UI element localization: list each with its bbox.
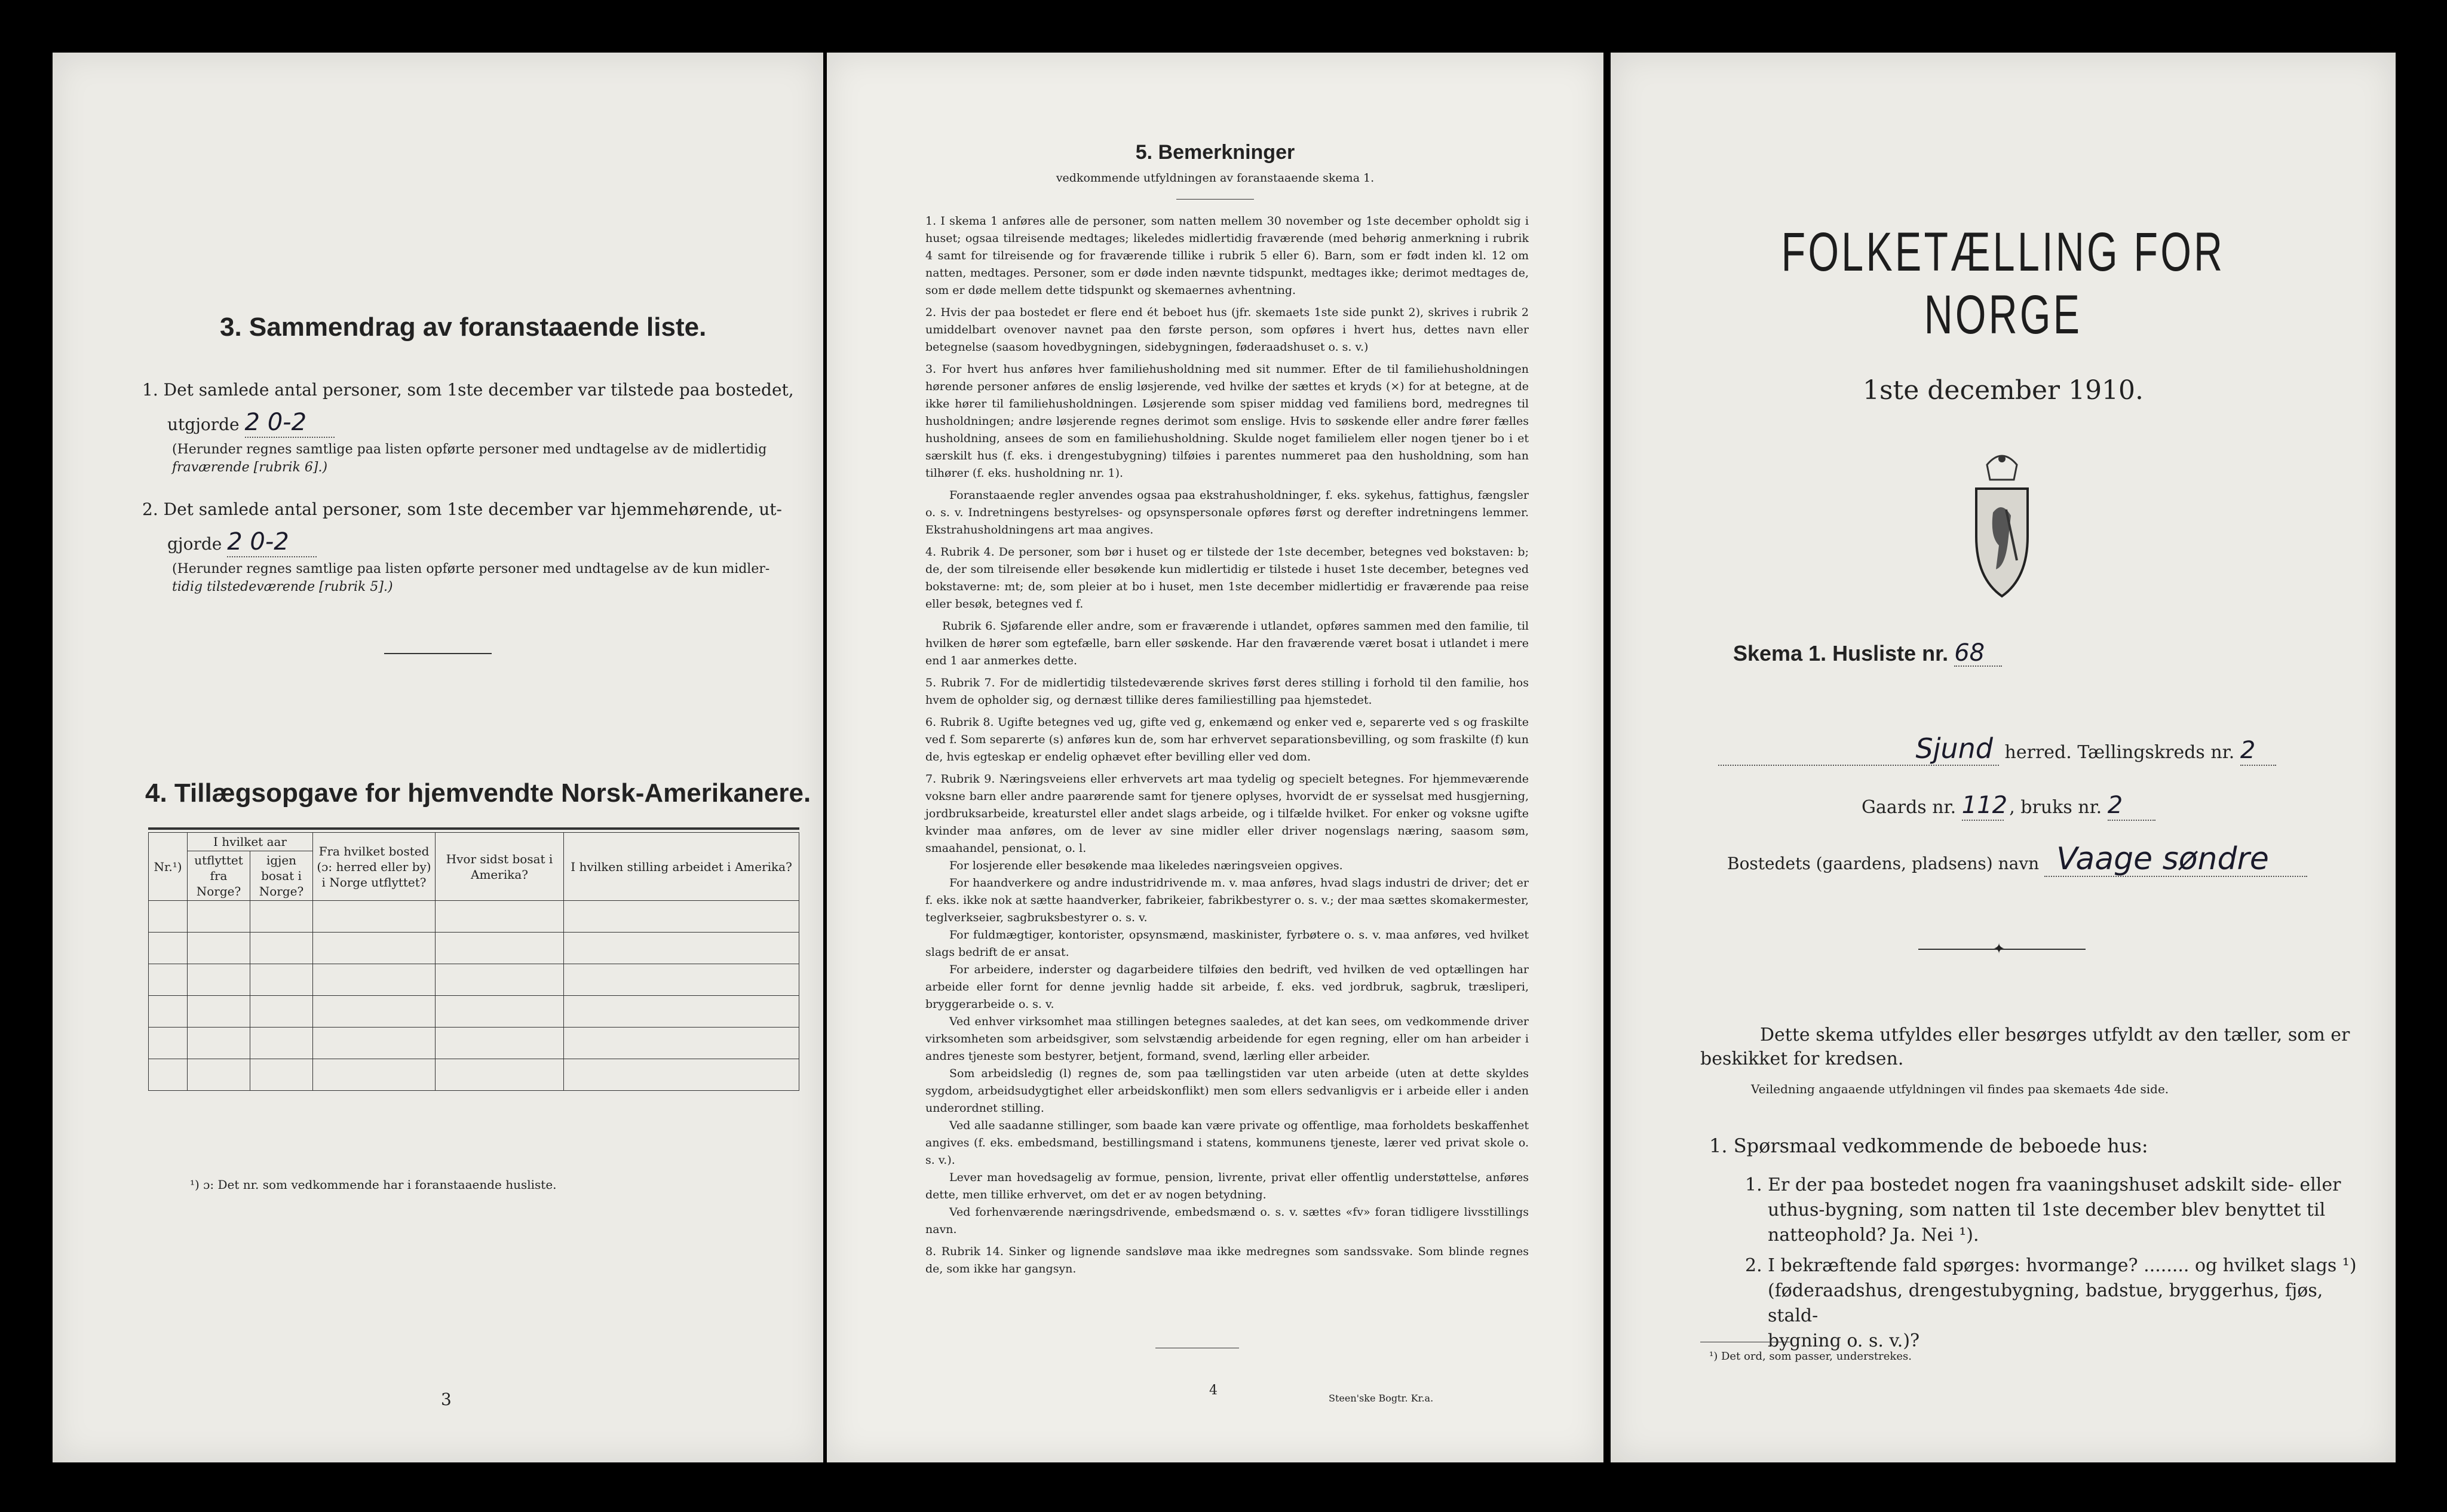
item2-field[interactable] — [227, 530, 317, 557]
remark-6: 6. Rubrik 8. Ugifte betegnes ved ug, gifte ved g, enkemænd og enker ved e, separerte ved s og fraskilte ved f. Som separerte (s) anføres kun de, som har erhvervet separationsbevilling, og som fraskilte (f) kun de, hvis egteskap er endelig ophævet efter bevilling eller ved dom. — [925, 716, 1529, 763]
section3-title: 3. Sammendrag av foranstaaende liste. — [220, 312, 707, 342]
cell[interactable] — [188, 1028, 250, 1059]
cell[interactable] — [436, 901, 564, 933]
table-row — [149, 933, 799, 964]
skema-label: Skema 1. Husliste nr. — [1733, 641, 1949, 665]
remark-7i: Lever man hovedsagelig av formue, pension, livrente, privat eller offentlig understøttelse, anføres dette, men tillike erhvervet, om det er av nogen betydning. — [925, 1171, 1529, 1201]
col-occupation: I hvilken stilling arbeidet i Amerika? — [564, 833, 799, 901]
remarks-body — [925, 213, 1529, 1283]
gaards-value: 112 — [1961, 792, 2008, 819]
bruks-value: 2 — [2107, 792, 2123, 819]
remarks-title: 5. Bemerkninger — [1135, 141, 1295, 164]
cell[interactable] — [250, 901, 313, 933]
cell[interactable] — [149, 1028, 188, 1059]
item2-note-a: (Herunder regnes samtlige paa listen opførte personer med undtagelse av de kun midler- — [172, 562, 770, 576]
q2-b: (føderaadshus, drengestubygning, badstue, bryggerhus, fjøs, stald- — [1768, 1280, 2323, 1326]
q2-a[interactable]: 2. I bekræftende fald spørges: hvormange? ........ og hvilket slags ¹) — [1745, 1255, 2357, 1276]
cell[interactable] — [250, 1028, 313, 1059]
cell[interactable] — [313, 901, 436, 933]
cell[interactable] — [149, 996, 188, 1028]
item1-line-a: 1. Det samlede antal personer, som 1ste december var tilstede paa bostedet, — [142, 380, 794, 400]
q2-c: bygning o. s. v.)? — [1768, 1330, 1920, 1351]
remark-7j: Ved forhenværende næringsdrivende, embedsmænd o. s. v. sættes «fv» foran tidligere livsstillings navn. — [925, 1206, 1529, 1236]
table-row — [149, 964, 799, 996]
husliste-value: 68 — [1954, 639, 1985, 667]
item1-field[interactable] — [245, 410, 335, 438]
cell[interactable] — [313, 1028, 436, 1059]
gaards-line — [1862, 793, 2155, 821]
cell[interactable] — [250, 1059, 313, 1091]
coat-of-arms-icon — [1969, 447, 2035, 602]
herred-field[interactable] — [1718, 732, 1999, 766]
remark-5: 5. Rubrik 7. For de midlertidig tilstedeværende skrives først deres stilling i forhold til den familie, hos hvem de opholder sig, og dernæst tillike deres familiestilling paa hjemstedet. — [925, 676, 1529, 707]
section4-title: 4. Tillægsopgave for hjemvendte Norsk-Amerikanere. — [145, 778, 811, 808]
bosted-label: Bostedets (gaardens, pladsens) navn — [1727, 854, 2040, 873]
left-footnote: ¹) ɔ: Det nr. som vedkommende har i foranstaaende husliste. — [190, 1177, 557, 1192]
krets-value: 2 — [2240, 737, 2256, 764]
gaards-field[interactable] — [1961, 792, 2008, 821]
herred-label: herred. — [2004, 742, 2072, 763]
herred-line — [1718, 732, 2375, 766]
remark-3b: Foranstaaende regler anvendes ogsaa paa ekstrahusholdninger, f. eks. sykehus, fattighus, fængsler o. s. v. Indretningens bestyrelses- og opsynspersonale opføres først og derefter indretningens lemmer. Ekstrahusholdningens art maa angives. — [925, 489, 1529, 536]
right-page — [1611, 53, 2396, 1462]
krets-field[interactable] — [2240, 738, 2276, 766]
bruks-field[interactable] — [2108, 793, 2155, 821]
remarks-subtitle: vedkommende utfyldningen av foranstaaende skema 1. — [1056, 171, 1375, 185]
col-emigrated: utflyttet fra Norge? — [188, 851, 250, 901]
cell[interactable] — [149, 901, 188, 933]
cell[interactable] — [564, 933, 799, 964]
left-page-number: 3 — [441, 1390, 452, 1409]
cell[interactable] — [188, 901, 250, 933]
cell[interactable] — [149, 964, 188, 996]
cell[interactable] — [188, 933, 250, 964]
question-1 — [1745, 1173, 2378, 1248]
instruction — [1700, 1023, 2363, 1071]
table-row — [149, 1028, 799, 1059]
remark-7b: For losjerende eller besøkende maa likeledes næringsveien opgives. — [949, 859, 1343, 872]
question-2 — [1745, 1253, 2378, 1354]
item2-line-a: 2. Det samlede antal personer, som 1ste december var hjemmehørende, ut- — [142, 499, 782, 519]
col-nr: Nr.¹) — [149, 833, 188, 901]
husliste-field[interactable] — [1954, 641, 2002, 667]
cell[interactable] — [313, 996, 436, 1028]
item1-note-b: fraværende [rubrik 6].) — [172, 460, 328, 475]
returnees-table — [148, 832, 799, 1091]
remark-7: 7. Rubrik 9. Næringsveiens eller erhvervets art maa tydelig og specielt betegnes. For hjemmeværende voksne barn eller andre paarørende samt for tjenere oplyses, hvorvidt de er sysselsat med husgjerning, jordbruksarbeide, kreaturstel eller andet slags arbeide, og i tilfælde hvilket. For enker og voksne ugifte kvinder maa anføres, om de lever av sine midler eller driver nogenslags næring, saasom søm, smaahandel, pensionat, o. l. — [925, 772, 1529, 855]
cell[interactable] — [564, 1059, 799, 1091]
item1-value: 2 0-2 — [244, 409, 307, 436]
cell[interactable] — [188, 1059, 250, 1091]
gaards-label: Gaards nr. — [1862, 797, 1957, 818]
item2-note — [172, 560, 811, 596]
cell[interactable] — [313, 933, 436, 964]
col-last-place: Hvor sidst bosat i Amerika? — [436, 833, 564, 901]
remark-4b: Rubrik 6. Sjøfarende eller andre, som er fraværende i utlandet, opføres sammen med den familie, til hvilken de hører som egtefælle, barn eller søskende. Har den fraværende været bosat i utlandet i mere end 1 aar anmerkes dette. — [925, 619, 1529, 667]
col-returned: igjen bosat i Norge? — [250, 851, 313, 901]
census-date: 1ste december 1910. — [1862, 375, 2144, 406]
remark-7d: For fuldmægtiger, kontorister, opsynsmænd, maskinister, fyrbøtere o. s. v. maa anføres, ved hvilket slags bedrift de er ansat. — [925, 928, 1529, 959]
krets-label: Tællingskreds nr. — [2077, 742, 2235, 763]
cell[interactable] — [436, 1059, 564, 1091]
cell[interactable] — [564, 901, 799, 933]
remark-7c: For haandverkere og andre industridrivende m. v. maa anføres, hvad slags industri de driver; det er f. eks. ikke nok at sætte haandverker, fabrikeier, fabrikbestyrer o. s. v.; der maa sættes skomakermester, teglverkseier, sagbruksbestyrer o. s. v. — [925, 876, 1529, 924]
bosted-field[interactable] — [2044, 841, 2307, 877]
bosted-line — [1727, 841, 2307, 877]
remark-1: 1. I skema 1 anføres alle de personer, som natten mellem 30 november og 1ste december opholdt sig i huset; ogsaa tilreisende medtages; likeledes midlertidig fraværende (med behørig anmerkning i rubrik 4 samt for tilreisende og for fraværende tillike i rubrik 5 eller 6). Barn, som er født inden kl. 12 om natten, medtages. Personer, som er døde inden nævnte tidspunkt, medtages ikke; derimot medtages de, som er døde mellem dette tidspunkt og skemaernes avhentning. — [925, 214, 1529, 297]
bruks-label: , bruks nr. — [2009, 797, 2102, 818]
item2-note-b: tidig tilstedeværende [rubrik 5].) — [172, 579, 393, 594]
instruction-note: Veiledning angaaende utfyldningen vil findes paa skemaets 4de side. — [1751, 1082, 2169, 1096]
census-title: FOLKETÆLLING FOR NORGE — [1781, 222, 2225, 345]
q1-c[interactable]: natteophold? Ja. Nei ¹). — [1768, 1225, 1979, 1246]
instruction-a: Dette skema utfyldes eller besørges utfyldt av den tæller, som er — [1760, 1025, 2350, 1045]
cell[interactable] — [436, 933, 564, 964]
middle-page — [827, 53, 1603, 1462]
item2-line-b: gjorde — [167, 534, 222, 554]
item2-value: 2 0-2 — [227, 528, 289, 556]
middle-page-number: 4 — [1209, 1383, 1218, 1398]
item1-note — [172, 441, 811, 477]
cell[interactable] — [149, 933, 188, 964]
cell[interactable] — [436, 1028, 564, 1059]
cell[interactable] — [313, 964, 436, 996]
cell[interactable] — [149, 1059, 188, 1091]
remark-3: 3. For hvert hus anføres hver familiehusholdning med sit nummer. Efter de til familiehusholdningen hørende personer anføres de enslig løsjerende, ved hvilke der sættes et kryds (×) for at betegne, at de ikke hører til familiehusholdningen. Løsjerende som spiser middag ved familiens bord, medregnes til husholdningen; andre løsjerende regnes derimot som enslige. Hvis to søskende eller andre fører fælles husholdning, ansees de som en familiehusholdning. Skulde noget familielem eller nogen tjener bo i et særskilt hus (f. eks. i drengestubygning) tilføies i parentes nummeret paa den husholdning, som han tilhører (f. eks. husholdning nr. 1). — [925, 363, 1529, 480]
instruction-b: beskikket for kredsen. — [1700, 1048, 1904, 1069]
remark-7e: For arbeidere, inderster og dagarbeidere tilføies den bedrift, ved hvilken de ved optællingen har arbeide eller fornt for denne jevnlig hadde sit arbeide, f. eks. ved jordbruk, sagbruk, træsliperi, bryggerarbeide o. s. v. — [925, 963, 1529, 1011]
remark-2: 2. Hvis der paa bostedet er flere end ét beboet hus (jfr. skemaets 1ste side punkt 2), skrives i rubrik 2 umiddelbart ovenover navnet paa den første person, som opføres i hvert hus, dettes navn eller betegnelse (saasom hovedbygningen, sidebygningen, føderaadshuset o. s. v.) — [925, 306, 1529, 354]
table-row — [149, 1059, 799, 1091]
cell[interactable] — [436, 996, 564, 1028]
herred-value: Sjund — [1915, 732, 1993, 765]
item1-text — [142, 378, 805, 438]
skema-line — [1733, 641, 2002, 667]
item2-text — [142, 498, 805, 557]
divider — [384, 653, 492, 654]
cell[interactable] — [564, 996, 799, 1028]
cell[interactable] — [250, 933, 313, 964]
remark-8: 8. Rubrik 14. Sinker og lignende sandsløve maa ikke medregnes som sandssvake. Som blinde regnes de, som ikke har gangsyn. — [925, 1245, 1529, 1275]
remarks-rule — [1176, 199, 1254, 200]
questions-heading: 1. Spørsmaal vedkommende de beboede hus: — [1709, 1134, 2148, 1157]
ornament-icon: ✦ — [1993, 940, 2006, 957]
cell[interactable] — [188, 996, 250, 1028]
col-from-place: Fra hvilket bosted (ɔ: herred eller by) i Norge utflyttet? — [313, 833, 436, 901]
remark-4: 4. Rubrik 4. De personer, som bør i huset og er tilstede der 1ste december, betegnes ved bokstaven: b; de, der som tilreisende eller besøkende kun midlertidig er tilstede i huset 1ste december, betegnes ved bokstaverne: mt; de, som pleier at bo i huset, men 1ste december midlertidig er fraværende paa reise eller besøk, betegnes ved f. — [925, 545, 1529, 611]
table-top-rule — [148, 827, 799, 830]
left-page — [53, 53, 823, 1462]
cell[interactable] — [436, 964, 564, 996]
item1-note-a: (Herunder regnes samtlige paa listen opførte personer med undtagelse av de midlertidig — [172, 442, 767, 457]
q1-a: 1. Er der paa bostedet nogen fra vaaningshuset adskilt side- eller — [1745, 1174, 2341, 1195]
cell[interactable] — [250, 996, 313, 1028]
printer-mark: Steen'ske Bogtr. Kr.a. — [1329, 1393, 1434, 1404]
remark-7g: Som arbeidsledig (l) regnes de, som paa tællingstiden var uten arbeide (uten at dette skyldes sygdom, arbeidsudygtighet eller arbeidskonflikt) men som ellers sedvanligvis er i arbeide eller i anden underordnet stilling. — [925, 1067, 1529, 1115]
remark-7f: Ved enhver virksomhet maa stillingen betegnes saaledes, at det kan sees, om vedkommende driver virksomheten som arbeidsgiver, som selvstændig arbeidende for egen regning, eller om han arbeider i andres tjeneste som bestyrer, betjent, formand, svend, lærling eller arbeider. — [925, 1015, 1529, 1063]
cell[interactable] — [250, 964, 313, 996]
cell[interactable] — [564, 964, 799, 996]
cell[interactable] — [188, 964, 250, 996]
table-row — [149, 996, 799, 1028]
item1-line-b: utgjorde — [167, 415, 240, 434]
col-year-group: I hvilket aar — [188, 833, 313, 851]
table-row — [149, 901, 799, 933]
right-footnote: ¹) Det ord, som passer, understrekes. — [1709, 1350, 1912, 1363]
bosted-value: Vaage søndre — [2056, 841, 2269, 877]
cell[interactable] — [564, 1028, 799, 1059]
q1-b: uthus-bygning, som natten til 1ste december blev benyttet til — [1768, 1200, 2326, 1220]
remark-7h: Ved alle saadanne stillinger, som baade kan være private og offentlige, maa forholdets beskaffenhet angives (f. eks. embedsmand, bestillingsmand i statens, kommunens tjeneste, lærer ved privat skole o. s. v.). — [925, 1119, 1529, 1167]
cell[interactable] — [313, 1059, 436, 1091]
